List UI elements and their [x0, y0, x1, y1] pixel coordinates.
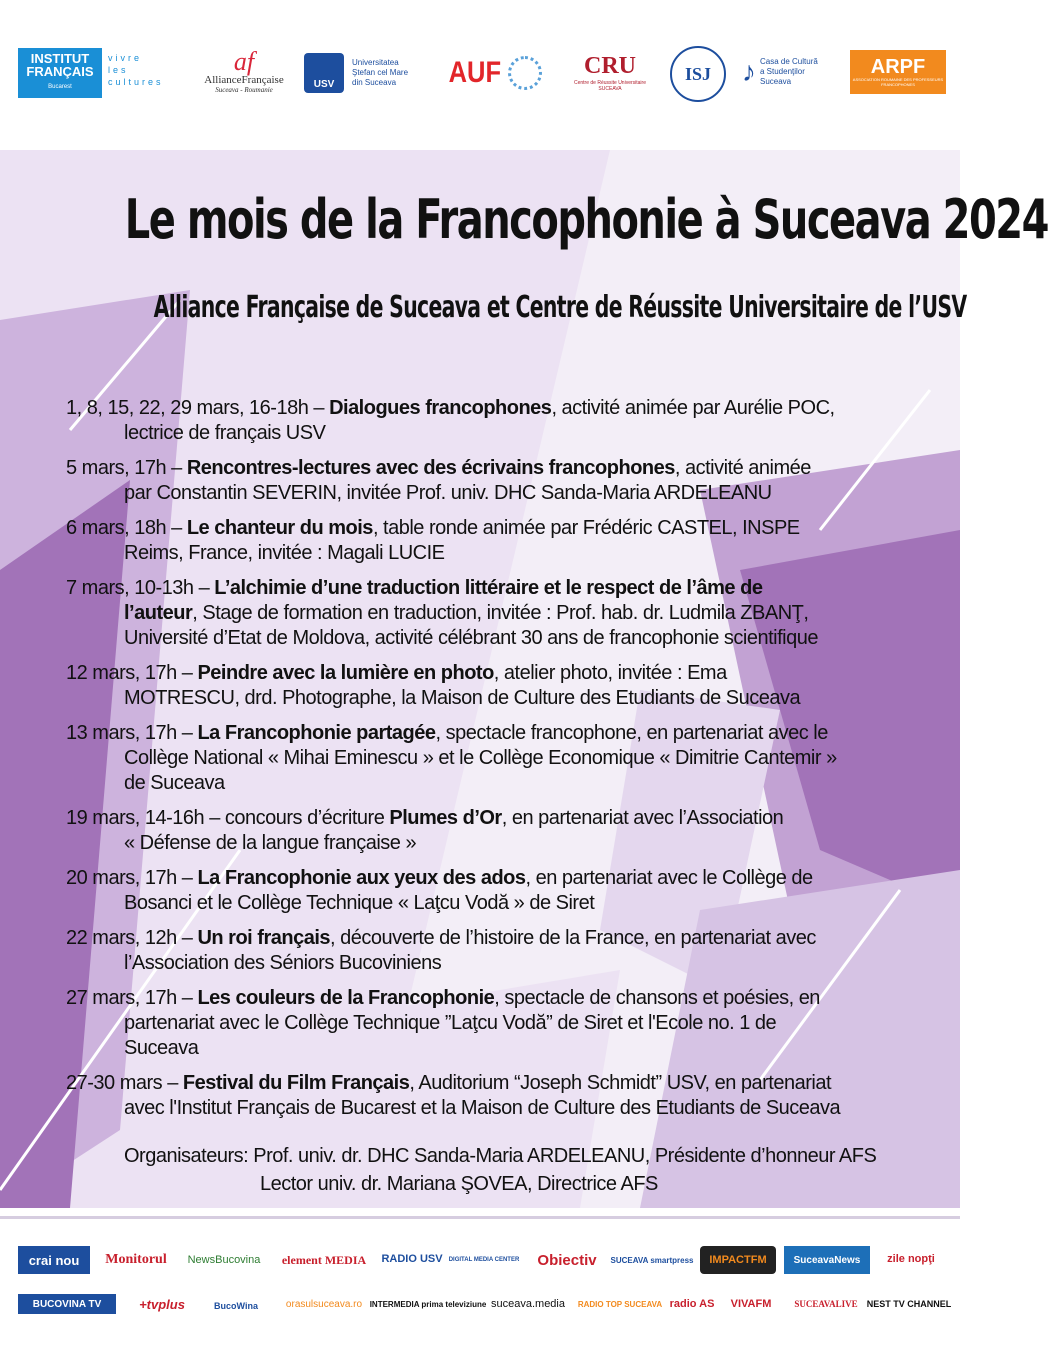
event-date: 7 mars, 10-13h –	[66, 577, 215, 599]
casa-de-cultura-logo	[742, 46, 842, 98]
suceava-live-text: SUCEAVALIVE	[794, 1299, 858, 1309]
radio-as-logo	[666, 1288, 718, 1320]
event-description-line2: l’Association des Séniors Bucoviniens	[124, 952, 442, 974]
suceava-media-logo	[482, 1290, 574, 1318]
auf-logo	[444, 48, 544, 98]
event-date: 12 mars, 17h –	[66, 662, 198, 684]
arpf-logo	[850, 50, 946, 94]
suceava-media-text: suceava.media	[491, 1298, 565, 1310]
event-description-line2: MOTRESCU, drd. Photographe, la Maison de Culture des Etudiants de Suceava	[124, 687, 801, 709]
usv-mark-icon	[304, 53, 344, 93]
event-item	[66, 986, 894, 1061]
intermedia-text: INTERMEDIA prima televiziune	[369, 1299, 487, 1309]
event-item	[66, 456, 894, 506]
event-date: 6 mars, 18h –	[66, 517, 187, 539]
event-description-line2: Bosanci et le Collège Technique « Laţcu Vodă » de Siret	[124, 892, 595, 914]
monitorul-logo	[98, 1246, 174, 1274]
nest-tv-logo	[866, 1288, 952, 1320]
organizer-line-2: Lector univ. dr. Mariana ŞOVEA, Directrice AFS	[260, 1173, 658, 1195]
radio-usv-logo	[381, 1242, 443, 1276]
tv-plus-logo	[124, 1290, 200, 1318]
institut-francais-name: INSTITUT FRANÇAIS	[26, 51, 94, 79]
media-divider	[0, 1216, 960, 1219]
event-item	[66, 576, 894, 651]
event-date: 22 mars, 12h –	[66, 927, 198, 949]
monitorul-text: Monitorul	[105, 1252, 167, 1267]
cultures-word: cultures	[108, 77, 164, 87]
event-date: 1, 8, 15, 22, 29 mars, 16-18h –	[66, 397, 330, 419]
auf-name: AUF	[448, 56, 502, 89]
event-description: , activité animée par Aurélie POC,	[551, 397, 835, 419]
casa-text-line3: Suceava	[760, 77, 792, 86]
event-description-line2: Collège National « Mihai Eminescu » et le Collège Economique « Dimitrie Cantemir »	[124, 747, 837, 769]
event-title: Rencontres-lectures avec des écrivains francophones	[186, 457, 675, 479]
af-mark-icon: af	[233, 47, 255, 76]
isj-name: ISJ	[684, 63, 711, 84]
event-title: Festival du Film Français	[182, 1072, 410, 1094]
alliance-city: Suceava - Roumanie	[215, 86, 273, 94]
event-description: , Stage de formation en traduction, invitée : Prof. hab. dr. Ludmila ZBANŢ,	[192, 602, 809, 624]
les-word: les	[108, 65, 129, 75]
obiectiv-logo	[528, 1246, 606, 1274]
usv-text-line3: din Suceava	[352, 78, 397, 87]
zile-nopti-text: zile nopţi	[887, 1253, 935, 1265]
arpf-text: ASSOCIATION ROUMAINE DES PROFESSEURS FRANCOPHONES	[852, 77, 944, 87]
radio-as-text: radio AS	[669, 1298, 715, 1310]
event-description: , en partenariat avec le Collège de	[525, 867, 813, 889]
event-description: , spectacle de chansons et poésies, en	[494, 987, 820, 1009]
suceava-smartpress-text: SUCEAVA smartpress	[610, 1255, 694, 1265]
news-bucovina-logo	[184, 1246, 264, 1274]
crai-nou-text: crai nou	[28, 1252, 80, 1268]
suceava-news-logo	[784, 1246, 870, 1274]
auf-globe-icon	[508, 56, 542, 90]
bucowina-logo	[206, 1286, 266, 1326]
intermedia-logo	[369, 1290, 487, 1318]
event-date: 19 mars, 14-16h – concours d’écriture	[66, 807, 390, 829]
institut-francais-logo	[18, 48, 102, 98]
media-partners	[0, 1236, 960, 1346]
event-list	[66, 396, 894, 1131]
digital-media-center-logo	[448, 1246, 520, 1274]
casa-text-line1: Casa de Cultură	[760, 57, 818, 66]
isj-logo	[664, 44, 732, 104]
nest-tv-text: NEST TV CHANNEL	[866, 1299, 952, 1309]
event-description: , activité animée	[674, 457, 811, 479]
event-title: Le chanteur du mois	[186, 517, 373, 539]
event-description: , découverte de l’histoire de la France, en partenariat avec	[330, 927, 816, 949]
event-description-line2: par Constantin SEVERIN, invitée Prof. univ. DHC Sanda-Maria ARDELEANU	[124, 482, 772, 504]
alliance-name: AllianceFrançaise	[204, 74, 284, 86]
tv-plus-text: +tvplus	[139, 1296, 185, 1312]
event-item	[66, 516, 894, 566]
viva-fm-logo	[724, 1290, 778, 1318]
vivre-les-cultures-logo	[108, 52, 184, 96]
event-description: , table ronde animée par Frédéric CASTEL, INSPE	[372, 517, 800, 539]
orasul-suceava-text: orasulsuceava.ro	[285, 1298, 363, 1310]
usv-text-line2: Ştefan cel Mare	[352, 68, 409, 77]
event-item	[66, 721, 894, 796]
digital-media-center-text: DIGITAL MEDIA CENTER	[448, 1257, 520, 1263]
suceava-smartpress-logo	[612, 1244, 692, 1276]
event-title: La Francophonie aux yeux des ados	[197, 867, 526, 889]
event-description: , Auditorium “Joseph Schmidt” USV, en partenariat	[409, 1072, 832, 1094]
event-date: 20 mars, 17h –	[66, 867, 198, 889]
event-title: Dialogues francophones	[329, 397, 552, 419]
partner-logos-top	[0, 0, 960, 130]
event-date: 5 mars, 17h –	[66, 457, 187, 479]
event-item	[66, 806, 894, 856]
zile-nopti-logo	[878, 1242, 944, 1276]
event-title: Plumes d’Or	[389, 807, 502, 829]
event-date: 27 mars, 17h –	[66, 987, 198, 1009]
crai-nou-logo	[18, 1246, 90, 1274]
usv-logo	[304, 50, 430, 96]
poster-title: Le mois de la Francophonie à Suceava 2024	[124, 188, 1048, 251]
orasul-suceava-logo	[272, 1290, 376, 1318]
event-title: Peindre avec la lumière en photo	[197, 662, 494, 684]
element-media-logo	[272, 1246, 376, 1274]
event-description-line2: Reims, France, invitée : Magali LUCIE	[124, 542, 445, 564]
organizer-line-1: Organisateurs: Prof. univ. dr. DHC Sanda-Maria ARDELEANU, Présidente d’honneur AFS	[124, 1145, 877, 1167]
radio-usv-text: RADIO USV	[381, 1253, 443, 1265]
element-media-text: element MEDIA	[281, 1252, 367, 1267]
event-title-line2: l’auteur	[124, 602, 193, 624]
isj-seal-icon	[670, 46, 726, 102]
radio-top-text: RADIO TOP SUCEAVA	[577, 1299, 663, 1309]
event-date: 13 mars, 17h –	[66, 722, 198, 744]
event-title: L’alchimie d’une traduction littéraire et le respect de l’âme de	[214, 577, 763, 599]
poster-subtitle: Alliance Française de Suceava et Centre de Réussite Universitaire de l’USV	[153, 290, 967, 325]
organizers	[124, 1142, 924, 1198]
casa-text	[760, 57, 818, 87]
event-description-line3: Université d’Etat de Moldova, activité célébrant 30 ans de francophonie scientifique	[124, 627, 818, 649]
event-title: Les couleurs de la Francophonie	[197, 987, 495, 1009]
cru-logo	[566, 44, 654, 100]
event-description-line3: de Suceava	[124, 772, 225, 794]
cru-name: CRU	[584, 52, 636, 79]
news-bucovina-text: NewsBucovina	[187, 1254, 261, 1266]
event-description-line3: Suceava	[124, 1037, 199, 1059]
bucowina-text: BucoWina	[214, 1301, 258, 1311]
arpf-name: ARPF	[870, 56, 926, 78]
obiectiv-text: Obiectiv	[537, 1251, 597, 1269]
institut-francais-city: Bucarest	[48, 84, 72, 90]
event-item	[66, 866, 894, 916]
event-description-line2: partenariat avec le Collège Technique ”Laţcu Vodă” de Siret et l'Ecole no. 1 de	[124, 1012, 777, 1034]
event-item	[66, 926, 894, 976]
radio-top-logo	[577, 1288, 663, 1320]
violin-icon: ♪	[742, 56, 756, 87]
suceava-news-text: SuceavaNews	[793, 1254, 861, 1266]
event-description: , en partenariat avec l’Association	[501, 807, 784, 829]
event-title: Un roi français	[197, 927, 331, 949]
vivre-word: vivre	[108, 53, 143, 63]
usv-text-line1: Universitatea	[352, 58, 399, 67]
event-item	[66, 396, 894, 446]
event-description: , atelier photo, invitée : Ema	[493, 662, 727, 684]
event-description-line2: avec l'Institut Français de Bucarest et la Maison de Culture des Etudiants de Suceava	[124, 1097, 841, 1119]
bucovina-tv-text: BUCOVINA TV	[32, 1298, 102, 1310]
usv-text	[352, 58, 408, 88]
event-item	[66, 1071, 894, 1121]
event-item	[66, 661, 894, 711]
event-date: 27-30 mars –	[66, 1072, 183, 1094]
impact-fm-logo	[700, 1246, 776, 1274]
alliance-francaise-logo	[198, 40, 290, 104]
suceava-live-logo	[784, 1290, 868, 1318]
event-title: La Francophonie partagée	[197, 722, 436, 744]
bucovina-tv-logo	[18, 1294, 116, 1314]
casa-text-line2: a Studenţilor	[760, 67, 805, 76]
event-description: , spectacle francophone, en partenariat avec le	[435, 722, 828, 744]
impact-fm-text: IMPACTFM	[709, 1254, 767, 1266]
viva-fm-text: VIVAFM	[730, 1298, 772, 1310]
event-description-line2: lectrice de français USV	[124, 422, 326, 444]
usv-mark-text: USV	[313, 79, 335, 90]
event-description-line2: « Défense de la langue française »	[124, 832, 417, 854]
cru-text: Centre de Réussite Universitaire SUCEAVA	[574, 79, 646, 92]
